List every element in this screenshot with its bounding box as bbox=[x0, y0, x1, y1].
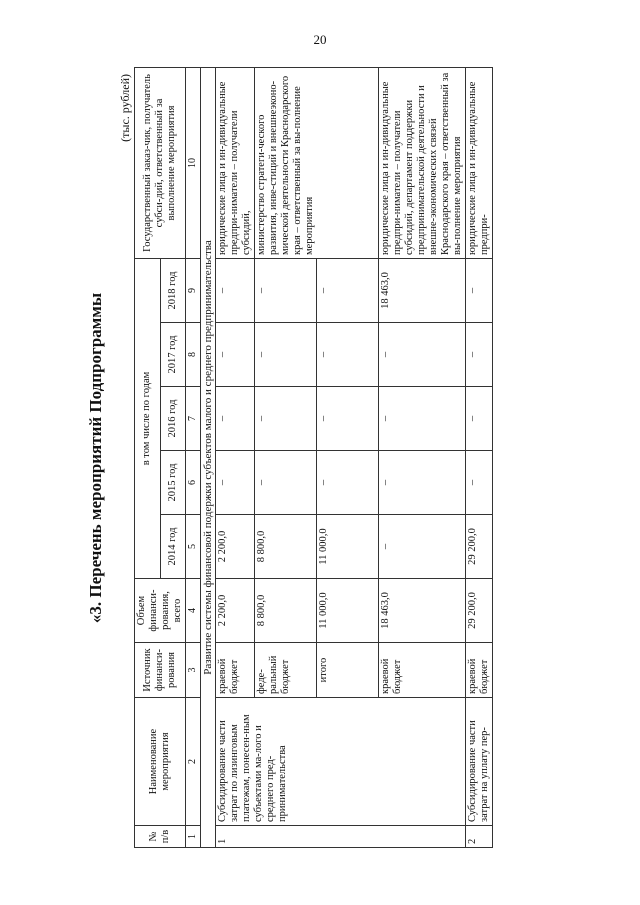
unit-label: (тыс. рублей) bbox=[118, 74, 132, 142]
header-by-years: в том числе по годам bbox=[135, 258, 161, 578]
page-number: 20 bbox=[313, 32, 327, 47]
section-title: Развитие системы финансовой подержки субъектов малого и среднего предпринимательства bbox=[201, 67, 216, 847]
total-cell: 29 200,0 bbox=[466, 579, 493, 643]
header-2018: 2018 год bbox=[160, 258, 186, 322]
total-cell: 11 000,0 bbox=[317, 579, 379, 643]
row-num: 2 bbox=[466, 826, 493, 848]
col-number: 1 bbox=[186, 826, 201, 848]
header-customer: Государственный заказ-чик, получатель субси-дий, ответственный за выполнение мероприятия bbox=[135, 67, 186, 258]
y2018-cell: – bbox=[466, 258, 493, 322]
y2014-cell: 29 200,0 bbox=[466, 515, 493, 579]
y2016-cell: – bbox=[379, 387, 466, 451]
header-num: № п/в bbox=[135, 826, 186, 848]
customer-cell: юридические лица и ин-дивидуальные предпри-ниматели – получатели субсидий, департамент поддержки предпринимательской деятельности и внешне-экономических связей Краснодарского края – ответственный за вы-полнение мероприятия bbox=[379, 67, 466, 258]
table-row bbox=[466, 67, 493, 847]
table-row bbox=[216, 67, 255, 847]
header-2016: 2016 год bbox=[160, 387, 186, 451]
y2016-cell: – bbox=[255, 387, 317, 451]
source-cell: краевой бюджет bbox=[466, 643, 493, 698]
y2018-cell: 18 463,0 bbox=[379, 258, 466, 322]
y2017-cell: – bbox=[466, 323, 493, 387]
y2017-cell: – bbox=[216, 323, 255, 387]
source-cell: феде-ральный бюджет bbox=[255, 643, 317, 698]
total-cell: 8 800,0 bbox=[255, 579, 317, 643]
col-number: 7 bbox=[186, 387, 201, 451]
row-num: 1 bbox=[216, 826, 466, 848]
col-number: 4 bbox=[186, 579, 201, 643]
y2018-cell: – bbox=[216, 258, 255, 322]
y2016-cell: – bbox=[216, 387, 255, 451]
y2014-cell: 8 800,0 bbox=[255, 515, 317, 579]
y2015-cell: – bbox=[216, 451, 255, 515]
col-number: 9 bbox=[186, 258, 201, 322]
header-total: Объем финанси-рования, всего bbox=[135, 579, 186, 643]
y2018-cell: – bbox=[255, 258, 317, 322]
source-cell: краевой бюджет bbox=[216, 643, 255, 698]
header-2015: 2015 год bbox=[160, 451, 186, 515]
y2018-cell: – bbox=[317, 258, 379, 322]
y2014-cell: – bbox=[379, 515, 466, 579]
y2015-cell: – bbox=[466, 451, 493, 515]
total-cell: 18 463,0 bbox=[379, 579, 466, 643]
col-number: 2 bbox=[186, 698, 201, 826]
y2017-cell: – bbox=[379, 323, 466, 387]
page-title: «3. Перечень мероприятий Подпрограммы bbox=[86, 292, 105, 624]
y2016-cell: – bbox=[466, 387, 493, 451]
row-name: Субсидирование части затрат по лизинговым платежам, понесен-ным субъектами ма-лого и среднего пред-принимательства bbox=[216, 698, 466, 826]
y2014-cell: 2 200,0 bbox=[216, 515, 255, 579]
customer-cell: министерство стратеги-ческого развития, инве-стиций и внешнеэконо-мической деятельности Краснодарского края – ответственный за вы-полнение мероприятия bbox=[255, 67, 379, 258]
customer-cell: юридические лица и ин-дивидуальные предпри-ниматели – получатели субсидий, bbox=[216, 67, 255, 258]
header-source: Источник финанси-рования bbox=[135, 643, 186, 698]
source-cell: краевой бюджет bbox=[379, 643, 466, 698]
column-numbers-row bbox=[186, 67, 201, 847]
y2017-cell: – bbox=[317, 323, 379, 387]
measures-table bbox=[134, 67, 493, 848]
y2015-cell: – bbox=[317, 451, 379, 515]
col-number: 3 bbox=[186, 643, 201, 698]
y2017-cell: – bbox=[255, 323, 317, 387]
y2015-cell: – bbox=[255, 451, 317, 515]
col-number: 5 bbox=[186, 515, 201, 579]
header-name: Наименование мероприятия bbox=[135, 698, 186, 826]
rotated-page-content bbox=[82, 68, 577, 848]
section-row bbox=[201, 67, 216, 847]
y2015-cell: – bbox=[379, 451, 466, 515]
header-2017: 2017 год bbox=[160, 323, 186, 387]
col-number: 8 bbox=[186, 323, 201, 387]
y2016-cell: – bbox=[317, 387, 379, 451]
col-number: 6 bbox=[186, 451, 201, 515]
header-row-1 bbox=[135, 67, 161, 847]
col-number: 10 bbox=[186, 67, 201, 258]
customer-cell: юридические лица и ин-дивидуальные предпри- bbox=[466, 67, 493, 258]
header-2014: 2014 год bbox=[160, 515, 186, 579]
total-cell: 2 200,0 bbox=[216, 579, 255, 643]
row-name: Субсидирование части затрат на уплату пер- bbox=[466, 698, 493, 826]
y2014-cell: 11 000,0 bbox=[317, 515, 379, 579]
source-cell: итого bbox=[317, 643, 379, 698]
